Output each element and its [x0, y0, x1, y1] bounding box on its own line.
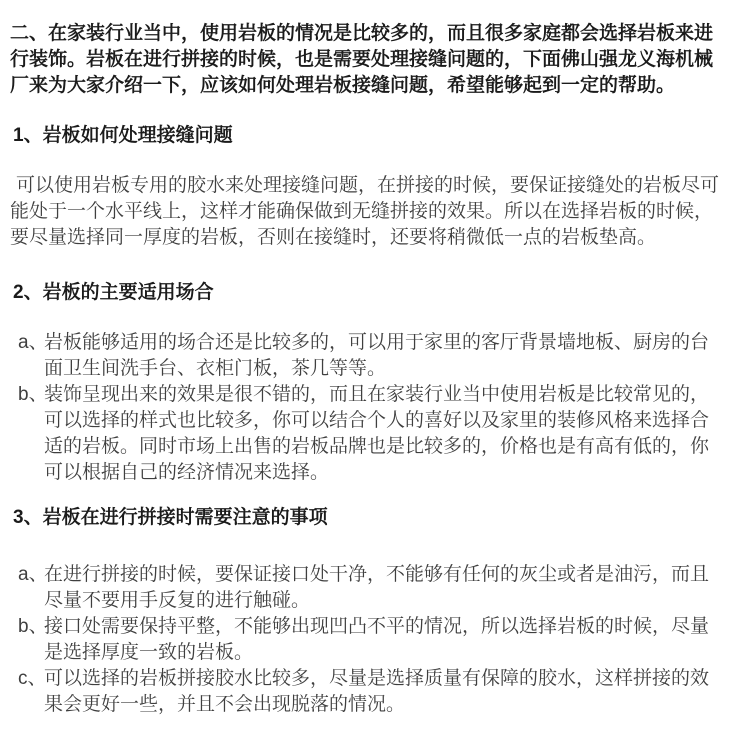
- list-item: [10, 330, 722, 382]
- list-item: [10, 562, 722, 614]
- list-item: [10, 666, 722, 718]
- list-item: [10, 614, 722, 666]
- list-item-marker: a、: [18, 332, 48, 353]
- section-2-heading: 2、岩板的主要适用场合: [13, 282, 214, 303]
- section-3-item-list: [10, 562, 722, 718]
- section-1-paragraph: 可以使用岩板专用的胶水来处理接缝问题，在拼接的时候，要保证接缝处的岩板尽可能处于一个水平线上，这样才能确保做到无缝拼接的效果。所以在选择岩板的时候，要尽量选择同一厚度的岩板，否则在接缝时，还要将稍微低一点的岩板垫高。: [10, 175, 720, 248]
- section-1: [10, 123, 722, 251]
- list-item-text: 装饰呈现出来的效果是很不错的，而且在家装行业当中使用岩板是比较常见的，可以选择的样式也比较多，你可以结合个人的喜好以及家里的装修风格来选择合适的岩板。同时市场上出售的岩板品牌也是比较多的，价格也是有高有低的，你可以根据自己的经济情况来选择。: [44, 384, 710, 483]
- list-item: [10, 382, 722, 486]
- list-item-marker: b、: [18, 384, 48, 405]
- section-2-item-list: [10, 330, 722, 486]
- list-item-marker: a、: [18, 564, 48, 585]
- list-item-text: 岩板能够适用的场合还是比较多的，可以用于家里的客厅背景墙地板、厨房的台面卫生间洗手台、衣柜门板，茶几等等。: [44, 332, 710, 379]
- list-item-text: 接口处需要保持平整，不能够出现凹凸不平的情况，所以选择岩板的时候，尽量是选择厚度一致的岩板。: [44, 616, 710, 663]
- list-item-text: 在进行拼接的时候，要保证接口处干净，不能够有任何的灰尘或者是油污，而且尽量不要用手反复的进行触碰。: [44, 564, 710, 611]
- list-item-marker: b、: [18, 616, 48, 637]
- section-2: [10, 280, 722, 486]
- section-1-heading: 1、岩板如何处理接缝问题: [13, 125, 233, 146]
- section-3-heading: 3、岩板在进行拼接时需要注意的事项: [13, 507, 328, 528]
- list-item-marker: c、: [18, 668, 47, 689]
- list-item-text: 可以选择的岩板拼接胶水比较多，尽量是选择质量有保障的胶水，这样拼接的效果会更好一些，并且不会出现脱落的情况。: [44, 668, 710, 715]
- section-3: [10, 505, 722, 718]
- intro-paragraph: 二、在家装行业当中，使用岩板的情况是比较多的，而且很多家庭都会选择岩板来进行装饰。岩板在进行拼接的时候，也是需要处理接缝问题的，下面佛山强龙义海机械厂来为大家介绍一下，应该如何处理岩板接缝问题，希望能够起到一定的帮助。: [10, 23, 714, 96]
